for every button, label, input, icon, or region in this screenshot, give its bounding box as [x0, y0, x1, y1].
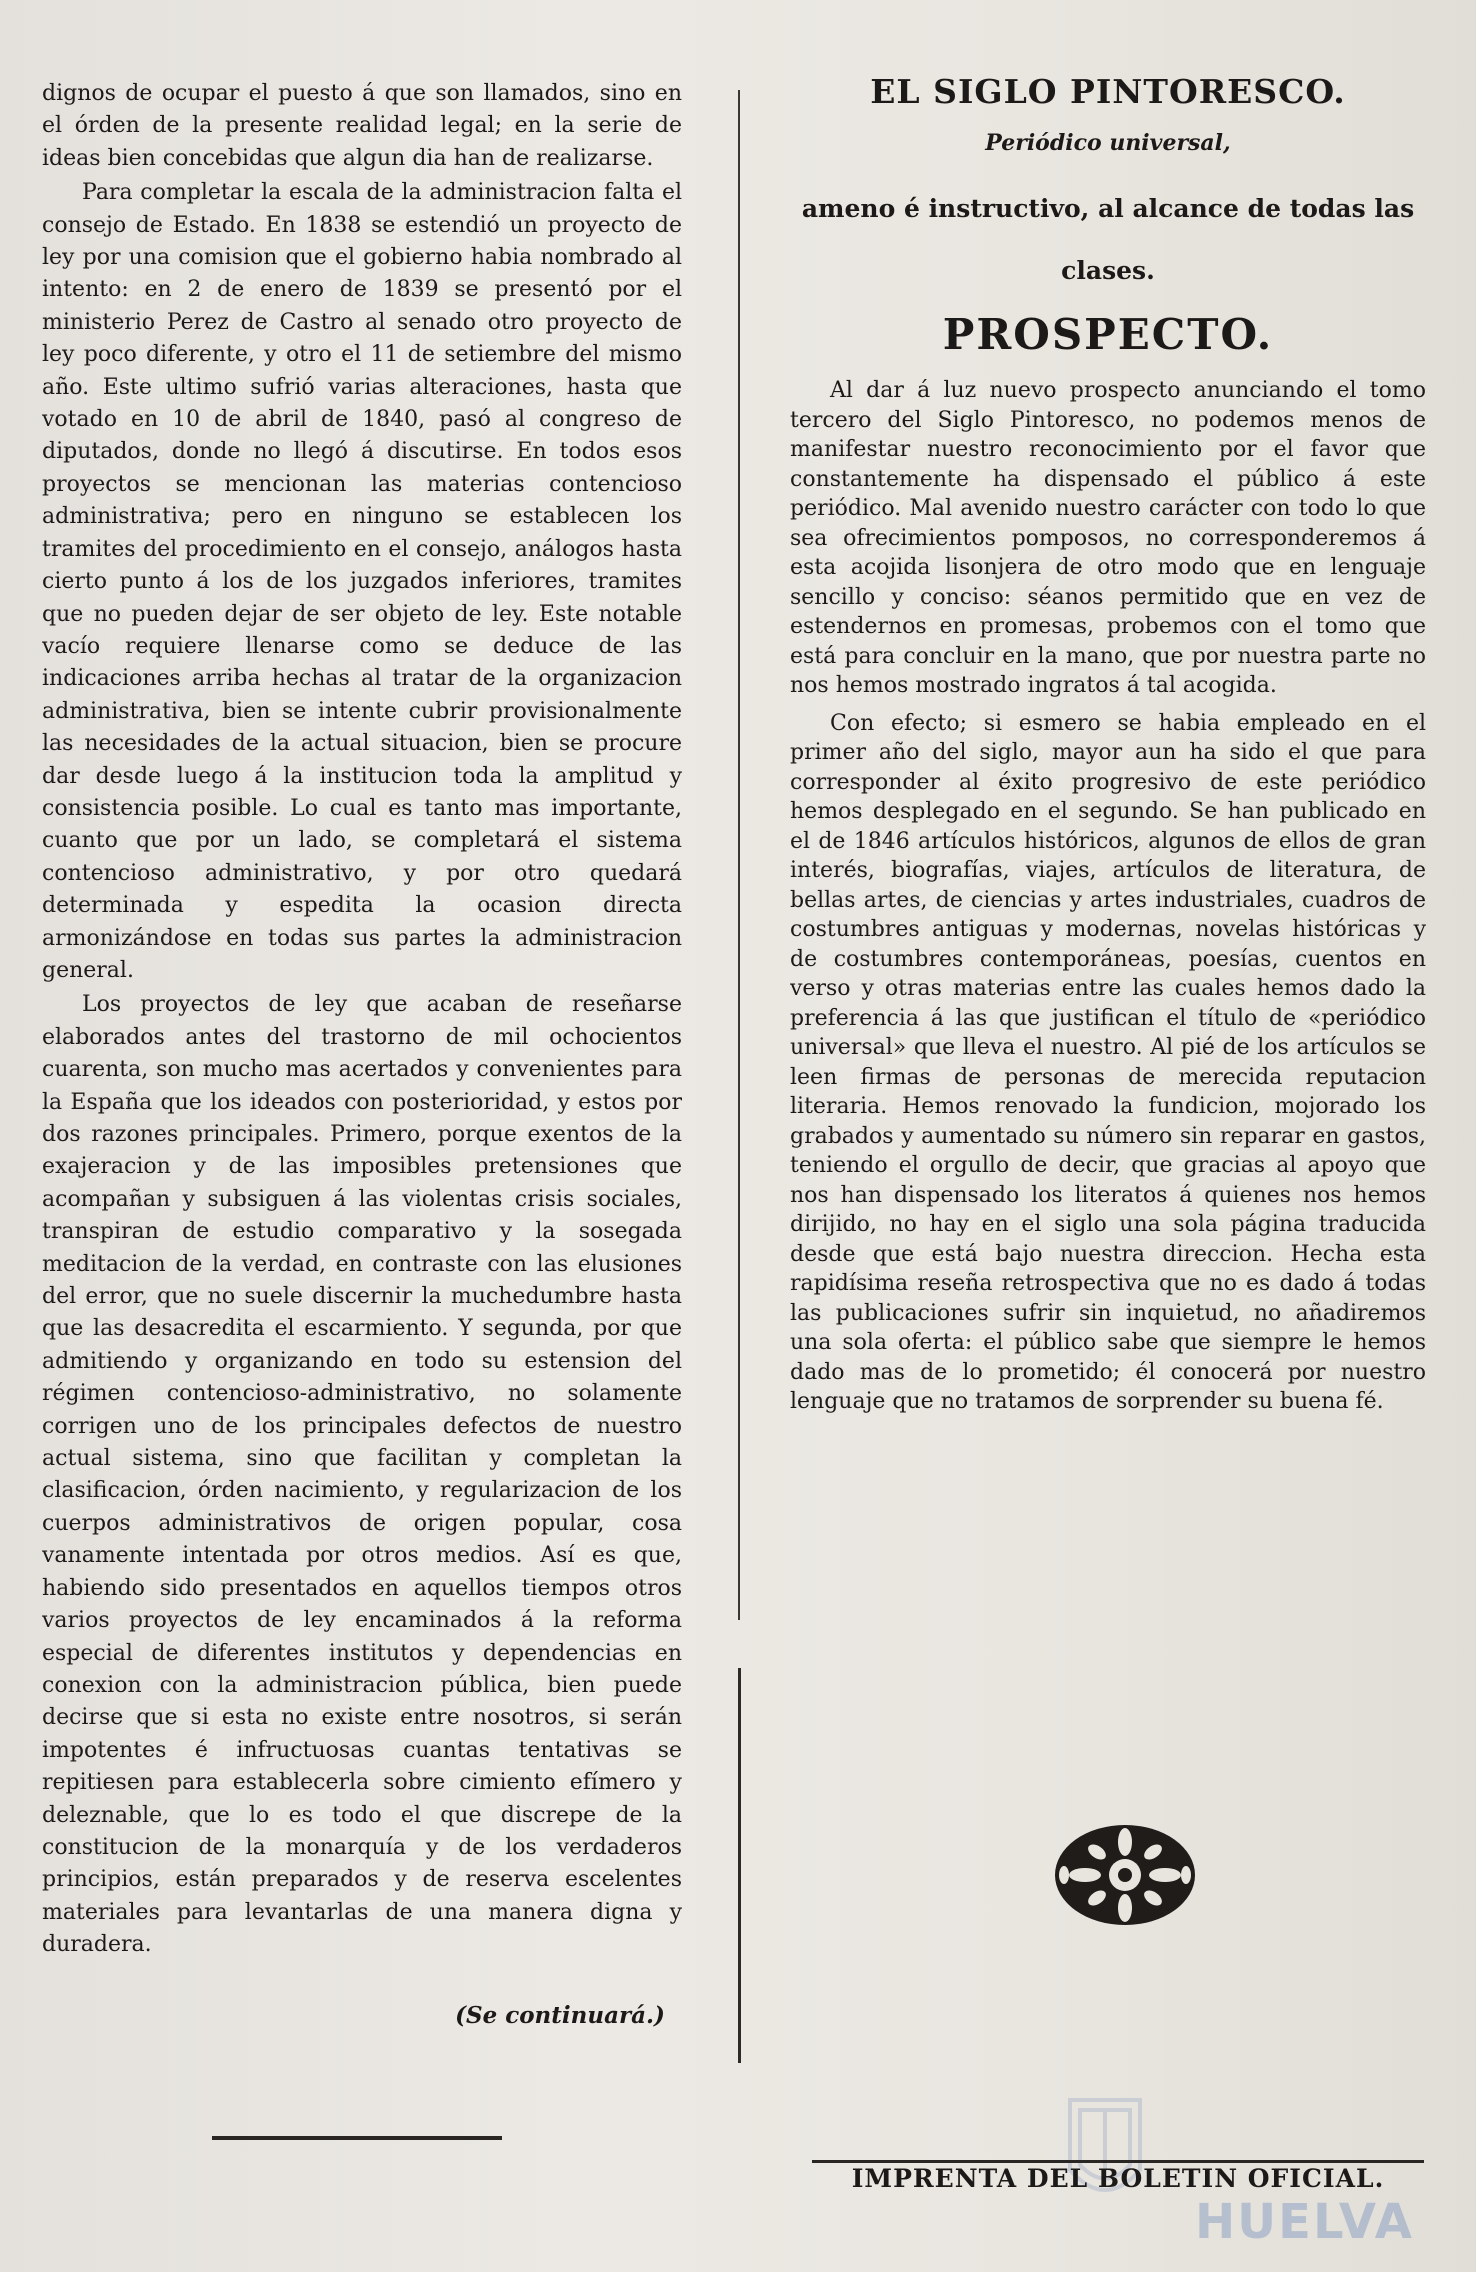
left-paragraph-3: Los proyectos de ley que acaban de reseñarse elaborados antes del trastorno de mil ochocientos cuarenta, son mucho mas acertados y convenientes para la España que los ideados con posterioridad, y estos por dos razones principales. Primero, porque exentos de la exajeracion y de las imposibles pretensiones que acompañan y subsiguen á las violentas crisis sociales, transpiran de estudio comparativo y la sosegada meditacion de la verdad, en contraste con las elusiones del error, que no suele discernir la muchedumbre hasta que las desacredita el escarmiento. Y segunda, por que admitiendo y organizando en todo su estension del régimen contencioso-administrativo, no solamente corrigen uno de los principales defectos de nuestro actual sistema, sino que facilitan y completan la clasificacion, órden nacimiento, y regularizacion de los cuerpos administrativos de origen popular, cosa vanamente intentada por otros medios. Así es que, habiendo sido presentados en aquellos tiempos otros varios proyectos de ley encaminados á la reforma especial de diferentes institutos y dependencias en conexion con la administracion pública, bien puede decirse que si esta no existe entre nosotros, si serán impotentes é infructuosas cuantas tentativas se repitiesen para establecerla sobre cimiento efímero y deleznable, que lo es todo el que discrepe de la constitucion de la monarquía y de los verdaderos principios, están preparados y de reserva escelentes materiales para levantarlas de una manera digna y duradera. [42, 992, 682, 1958]
fleuron-ornament-icon [1050, 1820, 1200, 1930]
right-paragraph-2: Con efecto; si esmero se habia empleado en el primer año del siglo, mayor aun ha sido el que para corresponder al éxito progresivo de este periódico hemos desplegado en el segundo. Se han publicado en el de 1846 artículos históricos, algunos de ellos de gran interés, biografías, viajes, artículos de literatura, de bellas artes, de ciencias y artes industriales, cuadros de costumbres antiguas y modernas, novelas históricas y de costumbres contemporáneas, poesías, cuentos en verso y otras materias entre las cuales hemos dado la preferencia á las que justifican el título de «periódico universal» que lleva el nuestro. Al pié de los artículos se leen firmas de personas de merecida reputacion literaria. Hemos renovado la fundicion, mojorado los grabados y aumentado su número sin reparar en gastos, teniendo el orgullo de decir, que gracias al apoyo que nos han dispensado los literatos á quienes nos hemos dirijido, no hay en el siglo una sola página traducida desde que está bajo nuestra direccion. Hecha esta rapidísima reseña retrospectiva que no es dado á todas las publicaciones sufrir sin inquietud, no añadiremos una sola oferta: el público sabe que siempre le hemos dado mas de lo prometido; él conocerá por nuestro lenguaje que no tratamos de sorprender su buena fé. [790, 710, 1426, 1414]
continuara-note: (Se continuará.) [455, 2002, 665, 2029]
imprint-line: IMPRENTA DEL BOLETIN OFICIAL. [851, 2164, 1385, 2193]
right-column [790, 70, 1426, 1417]
journal-title: EL SIGLO PINTORESCO. [870, 72, 1346, 111]
prospecto-heading: PROSPECTO. [942, 310, 1274, 359]
left-column [42, 78, 682, 2038]
imprint-rule [812, 2160, 1424, 2163]
watermark-text: HUELVA [1195, 2194, 1414, 2250]
left-paragraph-2: Para completar la escala de la administracion falta el consejo de Estado. En 1838 se estendió un proyecto de ley por una comision que el gobierno habia nombrado al intento: en 2 de enero de 1839 se presentó por el ministerio Perez de Castro al senado otro proyecto de ley poco diferente, y otro el 11 de setiembre del mismo año. Este ultimo sufrió varias alteraciones, hasta que votado en 10 de abril de 1840, pasó al congreso de diputados, donde no llegó á discutirse. En todos esos proyectos se mencionan las materias contencioso administrativa; pero en ninguno se establecen los tramites del procedimiento en el consejo, análogos hasta cierto punto á los de los juzgados inferiores, tramites que no pueden dejar de ser objeto de ley. Este notable vacío requiere llenarse como se deduce de las indicaciones arriba hechas al tratar de la organizacion administrativa, bien se intente cubrir provisionalmente las necesidades de la actual situacion, bien se procure dar desde luego á la institucion toda la amplitud y consistencia posible. Lo cual es tanto mas importante, cuanto que por un lado, se completará el sistema contencioso administrativo, y por otro quedará determinada y espedita la ocasion directa armonizándose en todas sus partes la administracion general. [42, 180, 682, 983]
left-paragraph-1: dignos de ocupar el puesto á que son llamados, sino en el órden de la presente realidad legal; en la serie de ideas bien concebidas que algun dia han de realizarse. [42, 81, 682, 171]
journal-subtitle: Periódico universal, [985, 130, 1231, 156]
journal-description: ameno é instructivo, al alcance de todas las clases. [801, 194, 1415, 285]
column-divider-bottom [738, 1668, 741, 2063]
column-divider-top [738, 90, 740, 1620]
left-end-rule [212, 2136, 502, 2140]
right-paragraph-1: Al dar á luz nuevo prospecto anunciando el tomo tercero del Siglo Pintoresco, no podemos menos de manifestar nuestro reconocimiento por el favor que constantemente ha dispensado el público á este periódico. Mal avenido nuestro carácter con todo lo que sea ofrecimientos pomposos, no corresponderemos á esta acojida lisonjera de otro modo que en lenguaje sencillo y conciso: séanos permitido que en vez de estendernos en promesas, probemos con el tomo que está para concluir en la mano, que por nuestra parte no nos hemos mostrado ingratos á tal acogida. [790, 378, 1426, 698]
